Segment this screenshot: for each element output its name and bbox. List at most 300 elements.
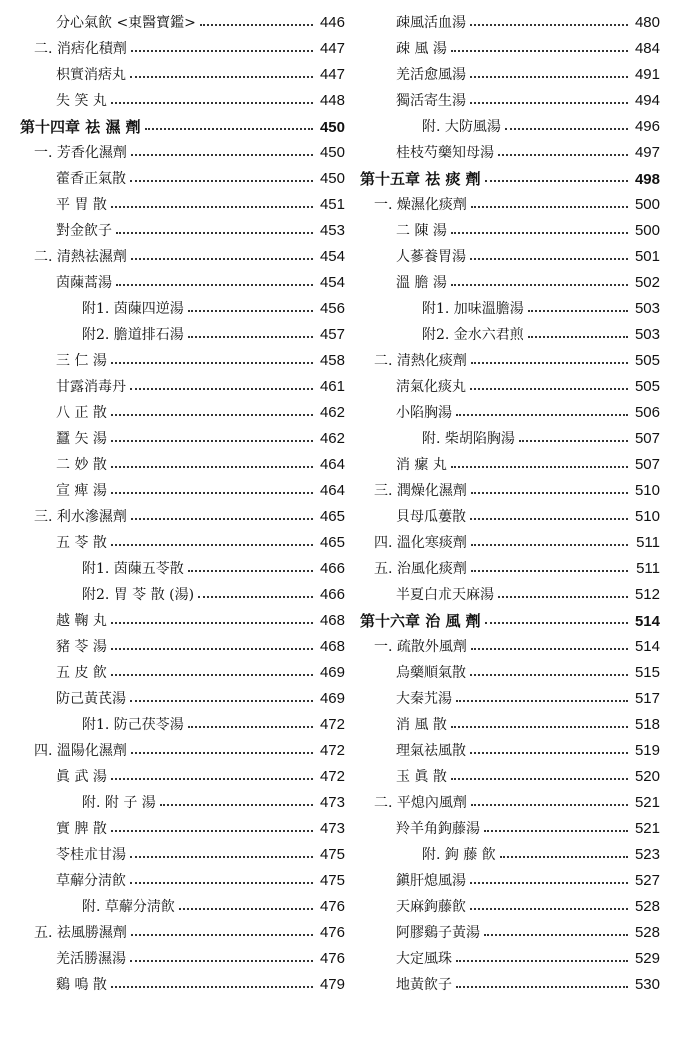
toc-section-entry [20, 244, 345, 270]
toc-entry-label: 附1. 茵蔯四逆湯 [82, 301, 184, 317]
dot-leader [470, 674, 628, 676]
dot-leader [471, 492, 628, 494]
toc-entry-label: 消 瘰 丸 [396, 457, 447, 473]
toc-section-entry [360, 478, 660, 504]
toc-page-number: 528 [634, 924, 660, 941]
toc-entry-label: 三. 利水滲濕劑 [34, 509, 127, 525]
dot-leader [131, 752, 313, 754]
toc-entry [20, 972, 345, 998]
toc-page-number: 457 [319, 326, 345, 343]
dot-leader [200, 24, 313, 26]
dot-leader [111, 362, 313, 364]
dot-leader [111, 778, 313, 780]
toc-page-number: 503 [634, 326, 660, 343]
toc-entry-label: 理氣祛風散 [396, 743, 466, 759]
dot-leader [470, 76, 628, 78]
dot-leader [188, 726, 313, 728]
dot-leader [485, 622, 628, 624]
dot-leader [470, 882, 628, 884]
dot-leader [131, 50, 313, 52]
toc-entry-label: 一. 疏散外風劑 [374, 639, 467, 655]
dot-leader [130, 180, 313, 182]
toc-entry-label: 四. 溫陽化濕劑 [34, 743, 127, 759]
toc-entry [360, 452, 660, 478]
toc-entry-label: 第十五章 祛 痰 劑 [360, 170, 481, 188]
toc-entry [360, 712, 660, 738]
dot-leader [179, 908, 313, 910]
toc-entry [20, 946, 345, 972]
toc-page-number: 494 [634, 92, 660, 109]
dot-leader [500, 856, 628, 858]
dot-leader [470, 388, 628, 390]
toc-page-number: 511 [636, 534, 660, 551]
toc-entry [20, 842, 345, 868]
toc-entry [360, 426, 660, 452]
toc-entry [360, 816, 660, 842]
toc-page-number: 502 [634, 274, 660, 291]
toc-entry-label: 藿香正氣散 [56, 171, 126, 187]
toc-page-number: 517 [634, 690, 660, 707]
toc-entry-label: 獨活寄生湯 [396, 93, 466, 109]
toc-entry [20, 192, 345, 218]
toc-page-number: 456 [319, 300, 345, 317]
toc-page-number: 450 [319, 119, 345, 136]
toc-section-entry [360, 556, 660, 582]
toc-entry-label: 對金飮子 [56, 223, 112, 239]
toc-entry-label: 五. 治風化痰劑 [374, 561, 467, 577]
toc-page-number: 514 [634, 638, 660, 655]
toc-page-number: 479 [319, 976, 345, 993]
dot-leader [111, 492, 313, 494]
dot-leader [130, 960, 313, 962]
toc-entry [20, 218, 345, 244]
toc-entry [360, 374, 660, 400]
toc-page-number: 462 [319, 404, 345, 421]
toc-page-number: 473 [319, 794, 345, 811]
dot-leader [456, 960, 628, 962]
toc-page-number: 473 [319, 820, 345, 837]
dot-leader [116, 232, 313, 234]
toc-section-entry [360, 348, 660, 374]
dot-leader [130, 76, 313, 78]
toc-entry-label: 實 脾 散 [56, 821, 107, 837]
toc-page-number: 506 [634, 404, 660, 421]
toc-page-number: 491 [634, 66, 660, 83]
dot-leader [470, 518, 628, 520]
toc-entry [360, 140, 660, 166]
toc-entry [360, 322, 660, 348]
toc-entry-label: 失 笑 丸 [56, 93, 107, 109]
toc-entry-label: 附. 柴胡陷胸湯 [422, 431, 515, 447]
dot-leader [130, 882, 313, 884]
toc-page-number: 515 [634, 664, 660, 681]
toc-entry [20, 894, 345, 920]
toc-entry-label: 小陷胸湯 [396, 405, 452, 421]
dot-leader [498, 154, 628, 156]
toc-entry [360, 582, 660, 608]
toc-page-number: 510 [634, 508, 660, 525]
toc-chapter-entry [20, 114, 345, 140]
toc-page-number: 475 [319, 872, 345, 889]
toc-page-number: 496 [634, 118, 660, 135]
toc-entry [360, 764, 660, 790]
dot-leader [528, 310, 628, 312]
toc-entry [20, 868, 345, 894]
dot-leader [451, 778, 628, 780]
toc-page-number: 453 [319, 222, 345, 239]
toc-page-number: 462 [319, 430, 345, 447]
toc-entry-label: 豬 苓 湯 [56, 639, 107, 655]
dot-leader [131, 518, 313, 520]
toc-entry [360, 36, 660, 62]
toc-entry [20, 270, 345, 296]
toc-entry [360, 738, 660, 764]
dot-leader [451, 284, 628, 286]
toc-section-entry [20, 504, 345, 530]
dot-leader [111, 206, 313, 208]
toc-entry-label: 附1. 防己茯苓湯 [82, 717, 184, 733]
toc-column-right [360, 10, 660, 998]
dot-leader [188, 310, 313, 312]
toc-entry-label: 附. 草薢分淸飮 [82, 899, 175, 915]
toc-entry-label: 附2. 胃 苓 散 (湯) [82, 587, 195, 603]
dot-leader [451, 466, 628, 468]
toc-entry-label: 防己黃芪湯 [56, 691, 126, 707]
toc-page-number: 464 [319, 482, 345, 499]
toc-entry-label: 三 仁 湯 [56, 353, 107, 369]
dot-leader [198, 596, 313, 598]
toc-entry-label: 五 苓 散 [56, 535, 107, 551]
toc-entry-label: 五. 祛風勝濕劑 [34, 925, 127, 941]
toc-entry-label: 二. 清熱化痰劑 [374, 353, 467, 369]
dot-leader [498, 596, 628, 598]
toc-entry-label: 眞 武 湯 [56, 769, 107, 785]
toc-entry [360, 296, 660, 322]
toc-entry [360, 218, 660, 244]
dot-leader [130, 856, 313, 858]
dot-leader [131, 258, 313, 260]
toc-entry [360, 62, 660, 88]
toc-page-number: 464 [319, 456, 345, 473]
toc-page-number: 501 [634, 248, 660, 265]
toc-page-number: 500 [634, 196, 660, 213]
toc-page-number: 527 [634, 872, 660, 889]
toc-page-number: 454 [319, 248, 345, 265]
dot-leader [471, 804, 628, 806]
toc-entry [360, 686, 660, 712]
toc-page-number: 519 [634, 742, 660, 759]
toc-entry [360, 946, 660, 972]
toc-entry [20, 452, 345, 478]
toc-entry [360, 114, 660, 140]
toc-entry [20, 88, 345, 114]
dot-leader [456, 414, 628, 416]
toc-entry-label: 茵蔯蒿湯 [56, 275, 112, 291]
toc-entry-label: 八 正 散 [56, 405, 107, 421]
toc-column-left [20, 10, 345, 998]
dot-leader [484, 934, 628, 936]
toc-entry [20, 348, 345, 374]
toc-entry [20, 816, 345, 842]
toc-section-entry [20, 36, 345, 62]
toc-entry [360, 920, 660, 946]
dot-leader [471, 362, 628, 364]
toc-entry-label: 第十六章 治 風 劑 [360, 612, 481, 630]
toc-page-number: 448 [319, 92, 345, 109]
toc-page-number: 520 [634, 768, 660, 785]
toc-entry-label: 鷄 鳴 散 [56, 977, 107, 993]
toc-chapter-entry [360, 608, 660, 634]
toc-entry-label: 二 妙 散 [56, 457, 107, 473]
toc-page-number: 446 [319, 14, 345, 31]
toc-page-number: 510 [634, 482, 660, 499]
toc-entry-label: 二. 平熄內風劑 [374, 795, 467, 811]
dot-leader [111, 622, 313, 624]
dot-leader [456, 986, 628, 988]
toc-page-number: 505 [634, 352, 660, 369]
toc-page-number: 472 [319, 742, 345, 759]
toc-entry [360, 868, 660, 894]
toc-page-number: 468 [319, 638, 345, 655]
toc-page-number: 450 [319, 144, 345, 161]
toc-entry-label: 草薢分淸飮 [56, 873, 126, 889]
dot-leader [470, 24, 628, 26]
dot-leader [471, 570, 628, 572]
toc-page-number: 465 [319, 508, 345, 525]
toc-entry-label: 桂枝芍藥知母湯 [396, 145, 494, 161]
dot-leader [116, 284, 313, 286]
toc-entry [360, 972, 660, 998]
toc-entry [360, 88, 660, 114]
toc-entry-label: 烏藥順氣散 [396, 665, 466, 681]
toc-entry-label: 貝母瓜蔞散 [396, 509, 466, 525]
toc-entry [360, 400, 660, 426]
toc-entry-label: 附. 大防風湯 [422, 119, 501, 135]
toc-entry-label: 天麻鉤藤飮 [396, 899, 466, 915]
toc-entry-label: 二 陳 湯 [396, 223, 447, 239]
toc-entry [360, 842, 660, 868]
toc-entry-label: 地黃飮子 [396, 977, 452, 993]
toc-page-number: 521 [634, 794, 660, 811]
dot-leader [471, 206, 628, 208]
dot-leader [111, 544, 313, 546]
dot-leader [451, 232, 628, 234]
toc-page-number: 458 [319, 352, 345, 369]
toc-page-number: 500 [634, 222, 660, 239]
toc-entry-label: 枳實消痞丸 [56, 67, 126, 83]
toc-page-number: 447 [319, 66, 345, 83]
toc-entry-label: 二. 清熱祛濕劑 [34, 249, 127, 265]
dot-leader [485, 180, 628, 182]
dot-leader [188, 336, 313, 338]
toc-page-number: 476 [319, 924, 345, 941]
toc-page-number: 451 [319, 196, 345, 213]
dot-leader [111, 830, 313, 832]
toc-page-number: 468 [319, 612, 345, 629]
toc-section-entry [360, 192, 660, 218]
dot-leader [471, 544, 628, 546]
toc-entry-label: 宣 痺 湯 [56, 483, 107, 499]
toc-entry-label: 附. 附 子 湯 [82, 795, 156, 811]
toc-entry [360, 894, 660, 920]
toc-page-number: 475 [319, 846, 345, 863]
toc-entry-label: 附2. 膽道排石湯 [82, 327, 184, 343]
toc-page-number: 469 [319, 690, 345, 707]
dot-leader [519, 440, 628, 442]
toc-page-number: 466 [319, 586, 345, 603]
toc-entry-label: 大秦艽湯 [396, 691, 452, 707]
dot-leader [111, 414, 313, 416]
toc-chapter-entry [360, 166, 660, 192]
toc-page-number: 465 [319, 534, 345, 551]
toc-page-number: 480 [634, 14, 660, 31]
toc-entry [20, 426, 345, 452]
dot-leader [470, 258, 628, 260]
toc-entry-label: 疎 風 湯 [396, 41, 447, 57]
toc-page-number: 511 [636, 560, 660, 577]
toc-entry-label: 羌活愈風湯 [396, 67, 466, 83]
toc-section-entry [20, 738, 345, 764]
dot-leader [484, 830, 628, 832]
toc-section-entry [20, 140, 345, 166]
toc-entry [360, 504, 660, 530]
dot-leader [470, 102, 628, 104]
dot-leader [111, 102, 313, 104]
toc-entry-label: 第十四章 祛 濕 劑 [20, 118, 141, 136]
dot-leader [111, 674, 313, 676]
toc-entry-label: 羌活勝濕湯 [56, 951, 126, 967]
toc-entry-label: 蠶 矢 湯 [56, 431, 107, 447]
toc-entry-label: 平 胃 散 [56, 197, 107, 213]
dot-leader [528, 336, 628, 338]
dot-leader [130, 388, 313, 390]
toc-entry-label: 苓桂朮甘湯 [56, 847, 126, 863]
toc-entry-label: 分心氣飮 <東醫寶鑑> [56, 15, 196, 31]
toc-page-number: 454 [319, 274, 345, 291]
dot-leader [160, 804, 313, 806]
toc-entry-label: 溫 膽 湯 [396, 275, 447, 291]
toc-entry [20, 582, 345, 608]
toc-entry-label: 消 風 散 [396, 717, 447, 733]
dot-leader [471, 648, 628, 650]
toc-entry [20, 660, 345, 686]
dot-leader [470, 908, 628, 910]
toc-page-number: 472 [319, 716, 345, 733]
toc-entry-label: 附1. 茵蔯五苓散 [82, 561, 184, 577]
toc-entry-label: 三. 潤燥化濕劑 [374, 483, 467, 499]
toc-entry-label: 大定風珠 [396, 951, 452, 967]
dot-leader [111, 440, 313, 442]
dot-leader [451, 50, 628, 52]
toc-page-number: 472 [319, 768, 345, 785]
toc-page-number: 518 [634, 716, 660, 733]
toc-entry [360, 244, 660, 270]
toc-page-number: 461 [319, 378, 345, 395]
toc-page-number: 484 [634, 40, 660, 57]
toc-entry [20, 400, 345, 426]
toc-page-number: 469 [319, 664, 345, 681]
toc-entry-label: 二. 消痞化積劑 [34, 41, 127, 57]
toc-section-entry [360, 530, 660, 556]
toc-page-number: 507 [634, 456, 660, 473]
toc-entry-label: 甘露消毒丹 [56, 379, 126, 395]
toc-entry [20, 608, 345, 634]
toc-entry [20, 374, 345, 400]
toc-entry-label: 附2. 金水六君煎 [422, 327, 524, 343]
dot-leader [131, 934, 313, 936]
toc-page-number: 528 [634, 898, 660, 915]
toc-entry [20, 478, 345, 504]
toc-page-number: 523 [634, 846, 660, 863]
toc-page-number: 476 [319, 950, 345, 967]
toc-entry [20, 10, 345, 36]
toc-entry [360, 660, 660, 686]
toc-entry [20, 634, 345, 660]
toc-page-number: 497 [634, 144, 660, 161]
toc-entry-label: 玉 眞 散 [396, 769, 447, 785]
dot-leader [111, 466, 313, 468]
toc-entry-label: 人蔘養胃湯 [396, 249, 466, 265]
toc-page-number: 503 [634, 300, 660, 317]
toc-entry-label: 阿膠鷄子黃湯 [396, 925, 480, 941]
toc-entry-label: 附1. 加味溫膽湯 [422, 301, 524, 317]
toc-page-number: 466 [319, 560, 345, 577]
toc-page-number: 507 [634, 430, 660, 447]
toc-section-entry [360, 790, 660, 816]
toc-page-number: 476 [319, 898, 345, 915]
dot-leader [111, 986, 313, 988]
toc-entry-label: 淸氣化痰丸 [396, 379, 466, 395]
toc-page-number: 498 [634, 171, 660, 188]
toc-entry [20, 296, 345, 322]
dot-leader [470, 752, 628, 754]
dot-leader [145, 128, 313, 130]
toc-section-entry [20, 920, 345, 946]
toc-page-number: 521 [634, 820, 660, 837]
toc-page-number: 512 [634, 586, 660, 603]
toc-entry [20, 530, 345, 556]
toc-entry [20, 764, 345, 790]
toc-entry [20, 790, 345, 816]
toc-entry-label: 附. 鉤 藤 飮 [422, 847, 496, 863]
toc-entry-label: 羚羊角鉤藤湯 [396, 821, 480, 837]
toc-entry [20, 712, 345, 738]
toc-entry-label: 鎭肝熄風湯 [396, 873, 466, 889]
dot-leader [111, 648, 313, 650]
toc-page-number: 514 [634, 613, 660, 630]
toc-page-number: 530 [634, 976, 660, 993]
dot-leader [456, 700, 628, 702]
dot-leader [451, 726, 628, 728]
toc-entry-label: 一. 芳香化濕劑 [34, 145, 127, 161]
toc-entry [20, 556, 345, 582]
toc-entry-label: 四. 溫化寒痰劑 [374, 535, 467, 551]
dot-leader [505, 128, 628, 130]
toc-entry [20, 322, 345, 348]
toc-entry-label: 一. 燥濕化痰劑 [374, 197, 467, 213]
dot-leader [130, 700, 313, 702]
toc-entry [360, 270, 660, 296]
toc-entry [20, 62, 345, 88]
dot-leader [131, 154, 313, 156]
toc-entry-label: 半夏白朮天麻湯 [396, 587, 494, 603]
toc-section-entry [360, 634, 660, 660]
toc-entry [360, 10, 660, 36]
toc-page-number: 505 [634, 378, 660, 395]
toc-entry [20, 686, 345, 712]
dot-leader [188, 570, 313, 572]
toc-entry [20, 166, 345, 192]
